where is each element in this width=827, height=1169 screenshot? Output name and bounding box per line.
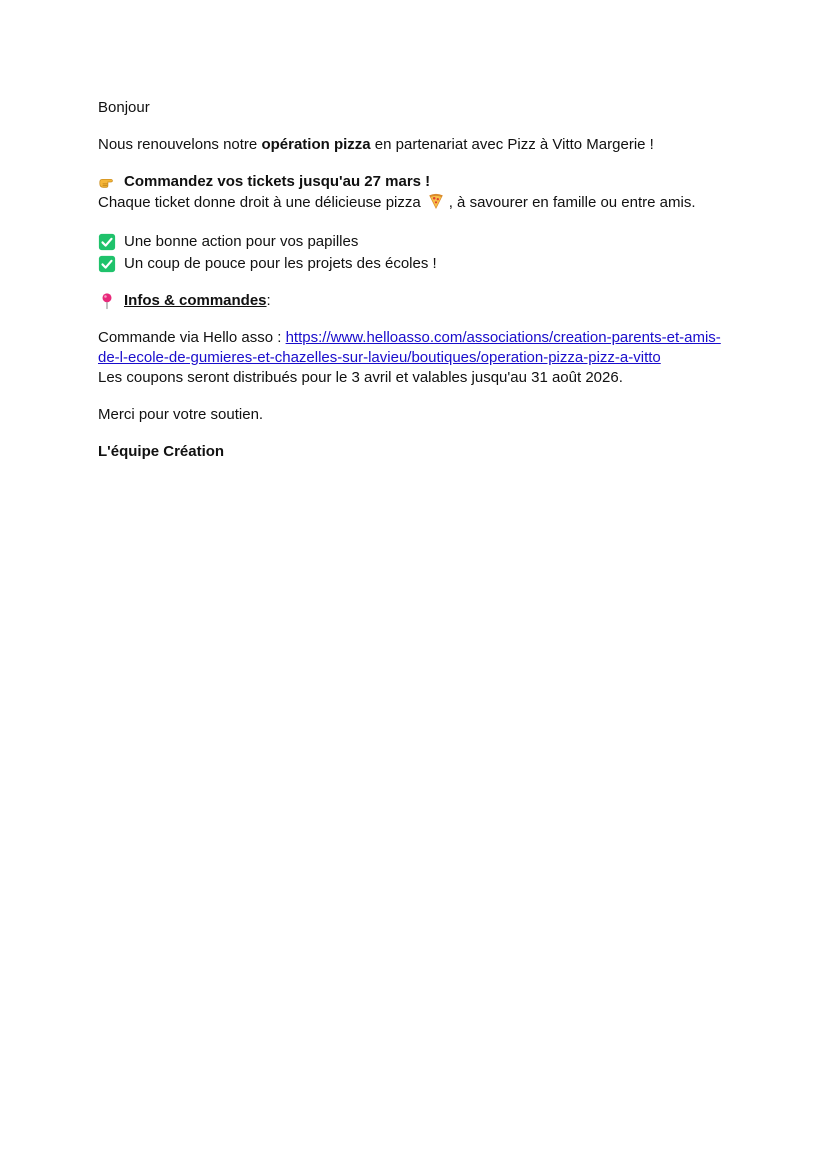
ticket-text-after: , à savourer en famille ou entre amis. <box>448 194 696 211</box>
thanks-line: Merci pour votre soutien. <box>98 406 264 423</box>
intro-bold-text: opération pizza <box>261 136 371 153</box>
order-prefix: Commande via Hello asso : <box>98 329 286 346</box>
signature: L'équipe Création <box>98 443 225 460</box>
intro-paragraph <box>98 135 728 155</box>
benefit-text: Une bonne action pour vos papilles <box>124 233 359 250</box>
pointing-hand-icon <box>98 173 116 191</box>
infos-label: Infos & commandes <box>124 292 267 309</box>
email-body <box>98 98 728 462</box>
benefits-list <box>98 231 728 275</box>
list-item <box>98 253 728 275</box>
order-line <box>98 328 728 368</box>
ticket-description <box>98 192 728 213</box>
check-box-icon <box>98 255 116 273</box>
greeting: Bonjour <box>98 99 150 116</box>
coupons-info: Les coupons seront distribués pour le 3 avril et valables jusqu'au 31 août 2026. <box>98 369 623 386</box>
ticket-text-before: Chaque ticket donne droit à une délicieuse pizza <box>98 194 421 211</box>
pushpin-icon <box>98 292 116 310</box>
benefit-text: Un coup de pouce pour les projets des écoles ! <box>124 255 437 272</box>
pizza-icon <box>427 192 445 210</box>
order-block <box>98 328 728 388</box>
cta-text: Commandez vos tickets jusqu'au 27 mars ! <box>124 173 431 190</box>
infos-heading <box>98 291 728 311</box>
intro-text-before: Nous renouvelons notre <box>98 136 262 153</box>
cta-line <box>98 172 728 192</box>
check-box-icon <box>98 233 116 251</box>
infos-suffix: : <box>266 292 271 309</box>
intro-text-after: en partenariat avec Pizz à Vitto Margerie ! <box>370 136 654 153</box>
helloasso-link[interactable]: https://www.helloasso.com/associations/creation-parents-et-amis-de-l-ecole-de-gumieres-et-chazelles-sur-lavieu/boutiques/operation-pizza-pizz-a-vitto <box>98 329 721 366</box>
list-item <box>98 231 728 253</box>
